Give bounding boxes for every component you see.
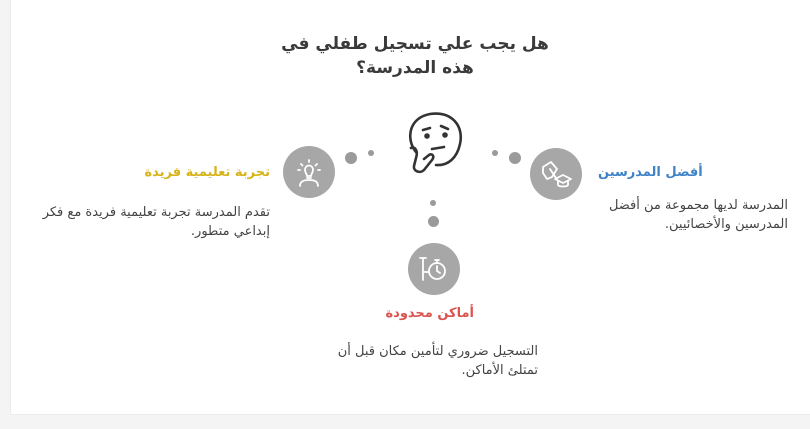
connector-dot-bottom-outer — [428, 216, 439, 227]
option-heading-limited-places: أماكن محدودة — [385, 306, 474, 321]
option-heading-best-teachers: أفضل المدرسين — [598, 165, 703, 180]
connector-dot-left-outer — [345, 152, 357, 164]
option-description-limited-places: التسجيل ضروري لتأمين مكان قبل أن تمتلئ الأماكن. — [337, 344, 538, 378]
connector-dot-right-inner — [492, 150, 498, 156]
option-heading-unique-experience: تجربة تعليمية فريدة — [144, 165, 270, 180]
option-description-unique-experience: تقدم المدرسة تجربة تعليمية فريدة مع فكر إبداعي متطور. — [42, 205, 270, 239]
graduation-cap-icon — [530, 148, 582, 200]
option-description-best-teachers: المدرسة لديها مجموعة من أفضل المدرسين والأخصائيين. — [608, 198, 788, 232]
connector-dot-bottom-inner — [430, 200, 436, 206]
connector-dot-right-outer — [509, 152, 521, 164]
connector-dot-left-inner — [368, 150, 374, 156]
lightbulb-idea-icon — [283, 146, 335, 198]
stopwatch-icon — [408, 243, 460, 295]
diagram-title: هل يجب علي تسجيل طفلي في هذه المدرسة؟ — [281, 34, 549, 78]
thinking-face-icon — [402, 108, 468, 178]
